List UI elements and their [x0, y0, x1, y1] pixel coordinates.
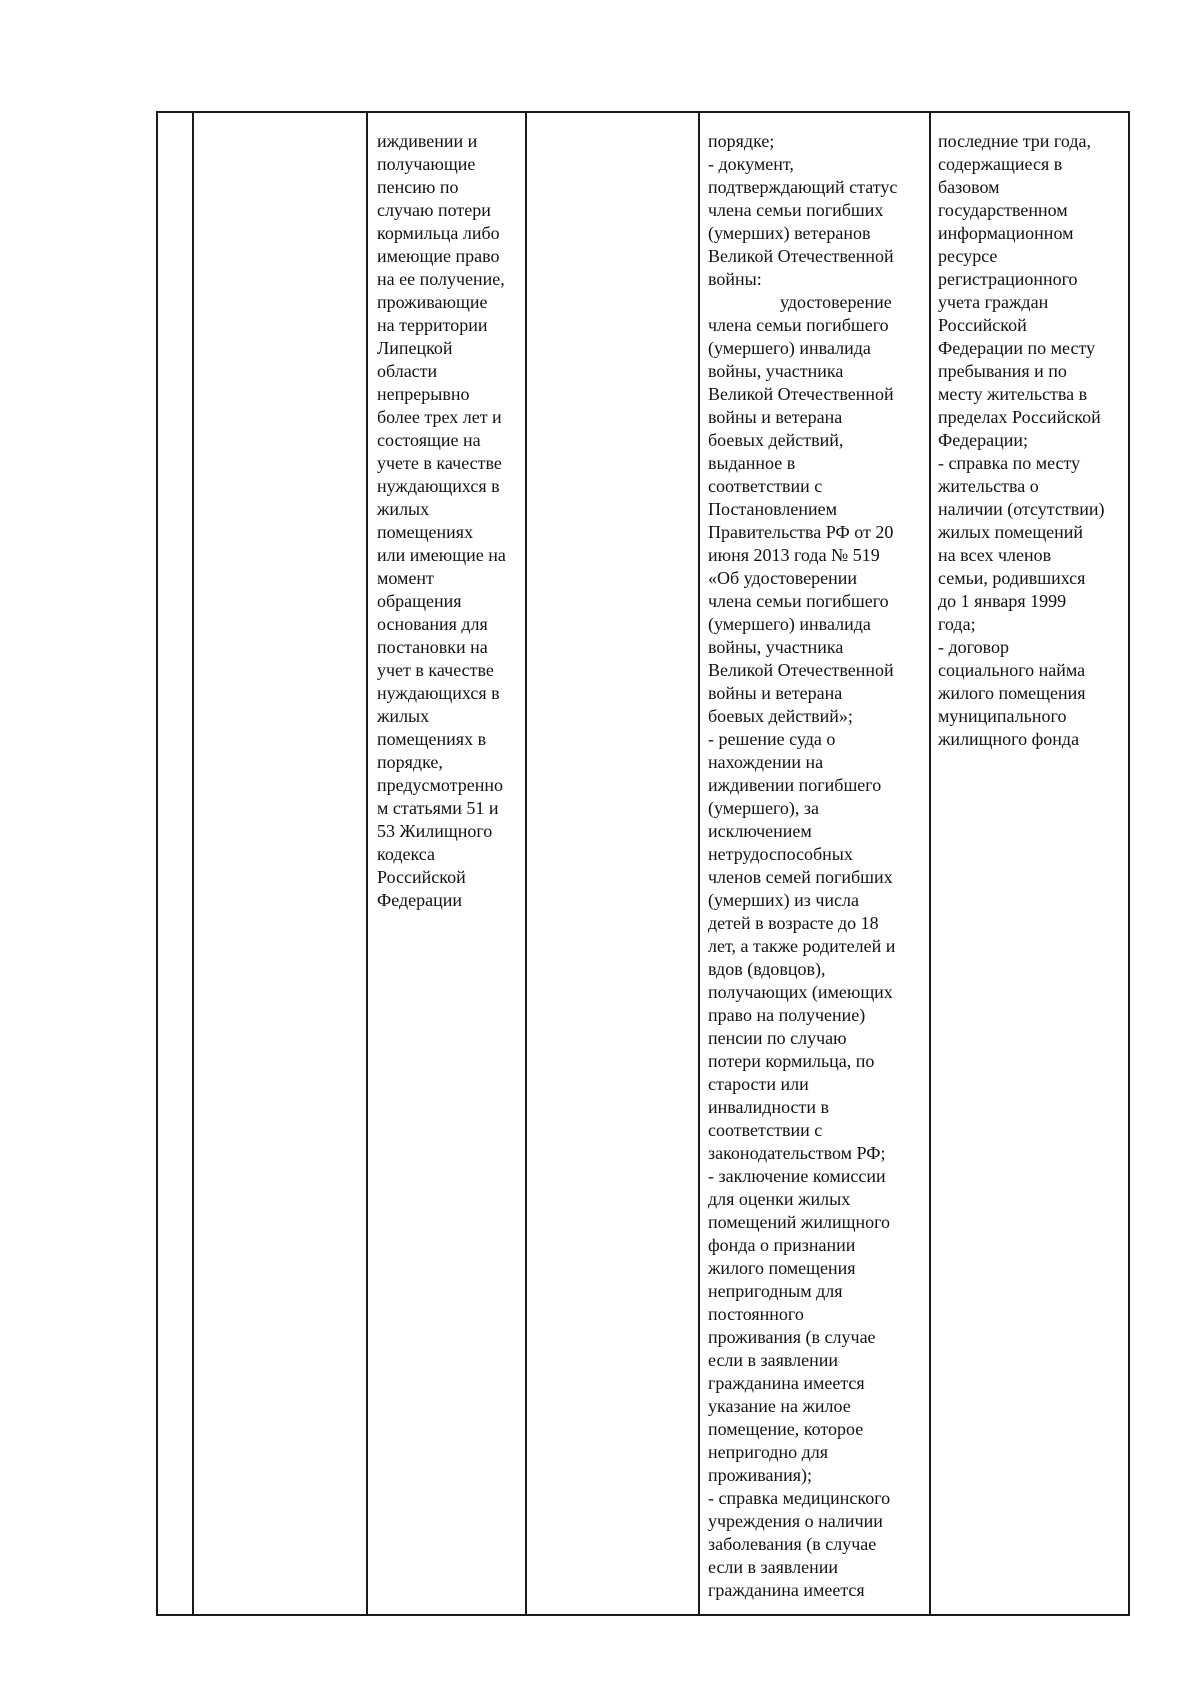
text-line: кормильца либо: [377, 223, 500, 243]
text-line: учет в качестве: [377, 660, 494, 680]
text-line: месту жительства в: [938, 384, 1088, 404]
text-line: на ее получение,: [377, 269, 505, 289]
text-line: Великой Отечественной: [708, 246, 894, 266]
text-line: Великой Отечественной: [708, 660, 894, 680]
text-line: войны и ветерана: [708, 683, 843, 703]
text-line: помещениях: [377, 522, 474, 542]
text-line: Российской: [377, 867, 466, 887]
text-line: м статьями 51 и: [377, 798, 499, 818]
text-line: гражданина имеется: [708, 1580, 865, 1600]
text-line: члена семьи погибшего: [708, 591, 889, 611]
text-line: старости или: [708, 1074, 809, 1094]
text-line: удостоверение: [780, 292, 892, 312]
text-line: года;: [938, 614, 976, 634]
text-line: выданное в: [708, 453, 796, 473]
text-line: право на получение): [708, 1005, 866, 1025]
text-line: кодекса: [377, 844, 435, 864]
text-line: области: [377, 361, 438, 381]
text-line: Федерации по месту: [938, 338, 1096, 358]
text-line: - справка по месту: [938, 453, 1081, 473]
text-line: пребывания и по: [938, 361, 1067, 381]
text-line: ресурсе: [938, 246, 998, 266]
text-line: - заключение комиссии: [708, 1166, 886, 1186]
text-line: порядке,: [377, 752, 443, 772]
text-line: получающих (имеющих: [708, 982, 893, 1002]
column-divider-4: [698, 111, 700, 1616]
text-line: порядке;: [708, 131, 775, 151]
text-line: Правительства РФ от 20: [708, 522, 894, 542]
text-line: на территории: [377, 315, 488, 335]
text-line: непригодно для: [708, 1442, 829, 1462]
text-line: Федерации: [377, 890, 463, 910]
text-line: основания для: [377, 614, 488, 634]
text-line: если в заявлении: [708, 1350, 839, 1370]
text-line: имеющие право: [377, 246, 500, 266]
column-divider-2: [366, 111, 368, 1616]
text-line: семьи, родившихся: [938, 568, 1086, 588]
text-line: Великой Отечественной: [708, 384, 894, 404]
text-line: наличии (отсутствии): [938, 499, 1105, 519]
text-line: (умершего) инвалида: [708, 338, 871, 358]
text-line: - справка медицинского: [708, 1488, 891, 1508]
text-line: базовом: [938, 177, 1000, 197]
text-line: гражданина имеется: [708, 1373, 865, 1393]
text-line: помещений жилищного: [708, 1212, 891, 1232]
text-line: постоянного: [708, 1304, 804, 1324]
text-line: государственном: [938, 200, 1068, 220]
text-line: войны и ветерана: [708, 407, 843, 427]
text-line: до 1 января 1999: [938, 591, 1067, 611]
text-line: нетрудоспособных: [708, 844, 853, 864]
text-line: (умершего) инвалида: [708, 614, 871, 634]
table-bottom-border: [156, 1614, 1130, 1616]
cell-column-5: [708, 130, 932, 1602]
text-line: случаю потери: [377, 200, 491, 220]
text-line: для оценки жилых: [708, 1189, 851, 1209]
text-line: Постановлением: [708, 499, 838, 519]
text-line: содержащиеся в: [938, 154, 1063, 174]
text-line: жилых: [377, 706, 430, 726]
text-line: - документ,: [708, 154, 794, 174]
text-line: на всех членов: [938, 545, 1052, 565]
text-line: пенсию по: [377, 177, 459, 197]
text-line: членов семей погибших: [708, 867, 893, 887]
text-line: войны:: [708, 269, 762, 289]
text-line: детей в возрасте до 18: [708, 913, 879, 933]
text-line: пределах Российской: [938, 407, 1101, 427]
text-line: жилого помещения: [938, 683, 1086, 703]
text-line: исключением: [708, 821, 812, 841]
text-line: проживающие: [377, 292, 488, 312]
text-line: вдов (вдовцов),: [708, 959, 826, 979]
text-line: учета граждан: [938, 292, 1049, 312]
text-line: предусмотренно: [377, 775, 504, 795]
text-line: потери кормильца, по: [708, 1051, 875, 1071]
text-line: июня 2013 года № 519: [708, 545, 880, 565]
text-line: Липецкой: [377, 338, 453, 358]
text-line: состоящие на: [377, 430, 481, 450]
table-right-border: [1128, 111, 1130, 1616]
text-line: члена семьи погибшего: [708, 315, 889, 335]
text-line: лет, а также родителей и: [708, 936, 896, 956]
text-line: - решение суда о: [708, 729, 836, 749]
text-line: регистрационного: [938, 269, 1078, 289]
text-line: (умерших) ветеранов: [708, 223, 871, 243]
text-line: жилых помещений: [938, 522, 1084, 542]
text-line: заболевания (в случае: [708, 1534, 877, 1554]
text-line: боевых действий»;: [708, 706, 853, 726]
text-line: если в заявлении: [708, 1557, 839, 1577]
text-line: жилого помещения: [708, 1258, 856, 1278]
text-line: постановки на: [377, 637, 488, 657]
text-line: муниципального: [938, 706, 1067, 726]
text-line: или имеющие на: [377, 545, 506, 565]
text-line: помещениях в: [377, 729, 487, 749]
text-line: законодательством РФ;: [708, 1143, 886, 1163]
text-line: нуждающихся в: [377, 683, 500, 703]
text-line: соответствии с: [708, 476, 823, 496]
column-divider-1: [192, 111, 194, 1616]
text-line: более трех лет и: [377, 407, 502, 427]
text-line: (умершего), за: [708, 798, 820, 818]
text-line: непригодным для: [708, 1281, 843, 1301]
text-line: непрерывно: [377, 384, 470, 404]
text-line: (умерших) из числа: [708, 890, 860, 910]
text-line: войны, участника: [708, 637, 844, 657]
text-line: социального найма: [938, 660, 1086, 680]
text-line: боевых действий,: [708, 430, 844, 450]
text-line: члена семьи погибших: [708, 200, 884, 220]
text-line: проживания (в случае: [708, 1327, 876, 1347]
text-line: соответствии с: [708, 1120, 823, 1140]
text-line: 53 Жилищного: [377, 821, 493, 841]
text-line: войны, участника: [708, 361, 844, 381]
text-line: подтверждающий статус: [708, 177, 898, 197]
text-line: жилищного фонда: [938, 729, 1080, 749]
text-line: помещение, которое: [708, 1419, 864, 1439]
text-line: информационном: [938, 223, 1074, 243]
text-line: Российской: [938, 315, 1027, 335]
text-line: жительства о: [938, 476, 1039, 496]
text-line: учреждения о наличии: [708, 1511, 883, 1531]
text-line: фонда о признании: [708, 1235, 856, 1255]
table-top-border: [156, 111, 1130, 113]
text-line: «Об удостоверении: [708, 568, 858, 588]
cell-column-3: [377, 130, 527, 912]
cell-column-6: [938, 130, 1128, 751]
text-line: нахождении на: [708, 752, 824, 772]
text-line: жилых: [377, 499, 430, 519]
text-line: - договор: [938, 637, 1009, 657]
text-line: обращения: [377, 591, 462, 611]
text-line: нуждающихся в: [377, 476, 500, 496]
text-line: проживания);: [708, 1465, 813, 1485]
text-line: иждивении погибшего: [708, 775, 882, 795]
text-line: Федерации;: [938, 430, 1029, 450]
text-line: учете в качестве: [377, 453, 502, 473]
text-line: инвалидности в: [708, 1097, 830, 1117]
text-line: момент: [377, 568, 434, 588]
text-line: указание на жилое: [708, 1396, 851, 1416]
text-line: получающие: [377, 154, 476, 174]
text-line: последние три года,: [938, 131, 1091, 151]
table-left-border: [156, 111, 158, 1616]
text-line: иждивении и: [377, 131, 478, 151]
text-line: пенсии по случаю: [708, 1028, 847, 1048]
